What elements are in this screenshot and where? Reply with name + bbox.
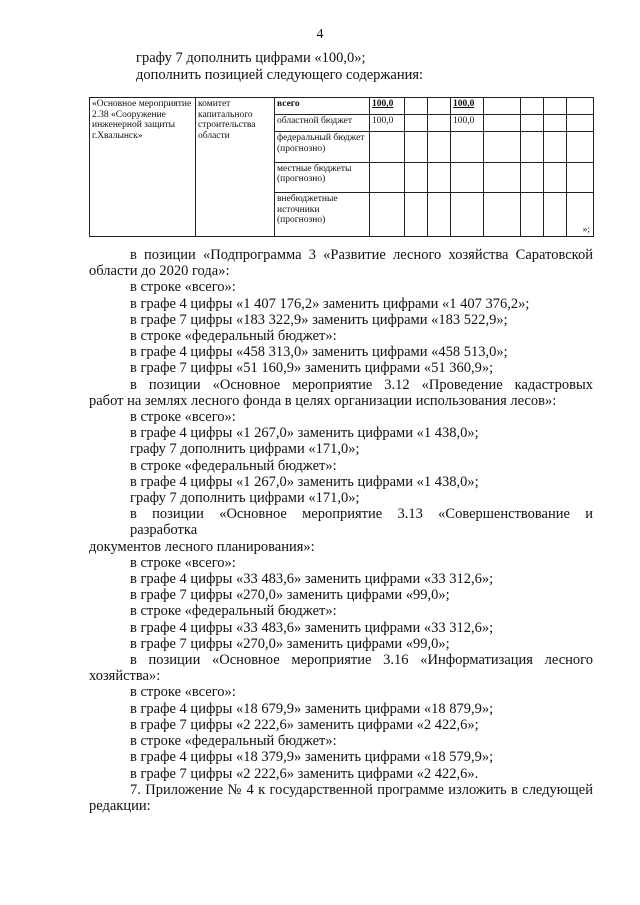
value-cell bbox=[484, 193, 521, 237]
value-cell bbox=[405, 162, 428, 192]
value-cell bbox=[567, 98, 594, 115]
value-cell: 100,0 bbox=[370, 115, 405, 132]
value-cell bbox=[428, 132, 451, 162]
value-cell bbox=[521, 115, 544, 132]
value-cell bbox=[544, 132, 567, 162]
row-label: всего bbox=[275, 98, 370, 115]
value-cell bbox=[405, 115, 428, 132]
value-cell bbox=[544, 98, 567, 115]
body-line: в строке «федеральный бюджет»: bbox=[130, 328, 337, 345]
body-line: в графе 7 цифры «51 160,9» заменить цифрами «51 360,9»; bbox=[130, 360, 494, 377]
value-cell bbox=[405, 98, 428, 115]
value-cell bbox=[451, 193, 484, 237]
body-line: в строке «федеральный бюджет»: bbox=[130, 603, 337, 620]
value-cell bbox=[484, 115, 521, 132]
value-cell bbox=[451, 132, 484, 162]
value-cell bbox=[521, 162, 544, 192]
row-label: областной бюджет bbox=[275, 115, 370, 132]
value-cell bbox=[428, 115, 451, 132]
intro-line: дополнить позицией следующего содержания: bbox=[136, 67, 424, 83]
value-cell bbox=[451, 162, 484, 192]
body-line: в графе 7 цифры «270,0» заменить цифрами «99,0»; bbox=[130, 587, 450, 604]
body-line: в графе 4 цифры «18 679,9» заменить цифрами «18 879,9»; bbox=[130, 700, 494, 717]
body-line: в графе 4 цифры «1 267,0» заменить цифрами «1 438,0»; bbox=[130, 425, 479, 442]
body-line: в графе 4 цифры «18 379,9» заменить цифрами «18 579,9»; bbox=[130, 749, 494, 766]
event-cell: «Основное мероприятие 2.38 «Сооружение инженерной защиты г.Хвалынск» bbox=[90, 98, 196, 237]
value-cell bbox=[521, 132, 544, 162]
body-line: хозяйства»: bbox=[89, 668, 161, 685]
row-label: федеральный бюджет (прогнозно) bbox=[275, 132, 370, 162]
body-line: в графе 7 цифры «2 222,6» заменить цифрами «2 422,6»; bbox=[130, 716, 479, 733]
body-line: графу 7 дополнить цифрами «171,0»; bbox=[130, 441, 360, 458]
value-cell bbox=[484, 98, 521, 115]
value-cell bbox=[428, 193, 451, 237]
value-cell bbox=[484, 132, 521, 162]
body-line: в графе 7 цифры «2 222,6» заменить цифрами «2 422,6». bbox=[130, 765, 479, 782]
value-cell bbox=[405, 132, 428, 162]
value-cell bbox=[567, 193, 594, 237]
body-line: в графе 4 цифры «1 267,0» заменить цифрами «1 438,0»; bbox=[130, 473, 479, 490]
value-cell bbox=[567, 132, 594, 162]
value-cell bbox=[544, 162, 567, 192]
body-line: в строке «всего»: bbox=[130, 409, 236, 426]
body-line: в позиции «Основное мероприятие 3.13 «Совершенствование и разработка bbox=[130, 506, 593, 539]
body-line: в позиции «Основное мероприятие 3.12 «Проведение кадастровых bbox=[130, 376, 593, 393]
body-line: области до 2020 года»: bbox=[89, 263, 230, 280]
value-cell bbox=[521, 193, 544, 237]
value-cell bbox=[370, 162, 405, 192]
value-cell bbox=[484, 162, 521, 192]
value-cell bbox=[405, 193, 428, 237]
body-line: в графе 4 цифры «458 313,0» заменить цифрами «458 513,0»; bbox=[130, 344, 508, 361]
value-cell bbox=[521, 98, 544, 115]
intro-text bbox=[136, 50, 423, 84]
value-cell bbox=[544, 193, 567, 237]
value-cell: 100,0 bbox=[451, 98, 484, 115]
row-label: внебюджетные источники (прогнозно) bbox=[275, 193, 370, 237]
value-cell bbox=[370, 193, 405, 237]
body-line: в графе 4 цифры «33 483,6» заменить цифрами «33 312,6»; bbox=[130, 619, 494, 636]
table-row bbox=[90, 98, 594, 115]
value-cell bbox=[428, 162, 451, 192]
body-line: редакции: bbox=[89, 797, 151, 814]
row-label: местные бюджеты (прогнозно) bbox=[275, 162, 370, 192]
body-line: в строке «федеральный бюджет»: bbox=[130, 733, 337, 750]
executor-cell: комитет капитального строительства области bbox=[196, 98, 275, 237]
value-cell bbox=[567, 162, 594, 192]
body-line: графу 7 дополнить цифрами «171,0»; bbox=[130, 490, 360, 507]
body-line: документов лесного планирования»: bbox=[89, 538, 315, 555]
body-line: в графе 4 цифры «33 483,6» заменить цифрами «33 312,6»; bbox=[130, 571, 494, 588]
closing-quote-mark: »; bbox=[582, 224, 590, 235]
body-line: в позиции «Основное мероприятие 3.16 «Информатизация лесного bbox=[130, 652, 593, 669]
document-body bbox=[89, 247, 593, 814]
value-cell bbox=[544, 115, 567, 132]
page-number: 4 bbox=[316, 27, 324, 42]
body-line: в строке «всего»: bbox=[130, 684, 236, 701]
value-cell: 100,0 bbox=[451, 115, 484, 132]
body-line: в графе 7 цифры «270,0» заменить цифрами «99,0»; bbox=[130, 635, 450, 652]
body-line: в строке «всего»: bbox=[130, 554, 236, 571]
value-cell bbox=[567, 115, 594, 132]
body-line: в графе 7 цифры «183 322,9» заменить цифрами «183 522,9»; bbox=[130, 311, 508, 328]
intro-line: графу 7 дополнить цифрами «100,0»; bbox=[136, 50, 366, 66]
body-line: работ на землях лесного фонда в целях организации использования лесов»: bbox=[89, 392, 557, 409]
insert-table bbox=[89, 97, 594, 237]
body-line: в позиции «Подпрограмма 3 «Развитие лесного хозяйства Саратовской bbox=[130, 247, 593, 263]
body-line: в графе 4 цифры «1 407 176,2» заменить цифрами «1 407 376,2»; bbox=[130, 295, 530, 312]
body-line: в строке «федеральный бюджет»: bbox=[130, 457, 337, 474]
value-cell: 100,0 bbox=[370, 98, 405, 115]
value-cell bbox=[428, 98, 451, 115]
body-line: в строке «всего»: bbox=[130, 279, 236, 296]
value-cell bbox=[370, 132, 405, 162]
body-line: 7. Приложение № 4 к государственной программе изложить в следующей bbox=[130, 781, 593, 798]
